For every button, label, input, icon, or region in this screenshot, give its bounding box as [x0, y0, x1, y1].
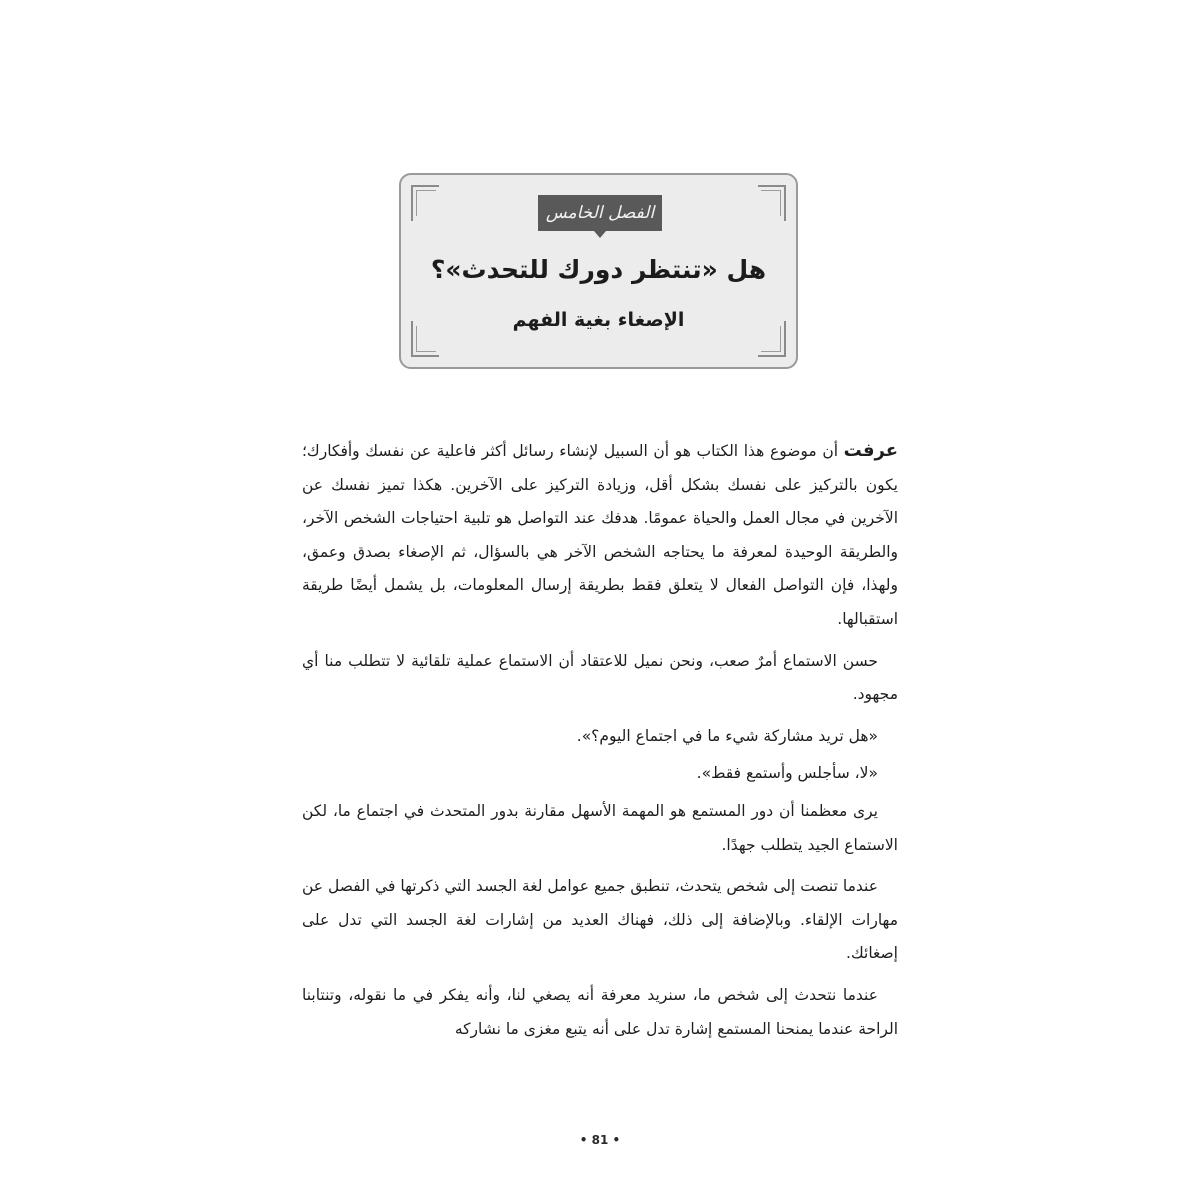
paragraph-2: حسن الاستماع أمرٌ صعب، ونحن نميل للاعتقاد أن الاستماع عملية تلقائية لا تتطلب منا أي مجهود. [302, 651, 898, 704]
chapter-number-label: الفصل الخامس [538, 195, 662, 231]
corner-ornament-top-right [758, 185, 786, 221]
paragraph-1 [302, 434, 898, 637]
chapter-heading-box [399, 173, 798, 369]
paragraph-3: يرى معظمنا أن دور المستمع هو المهمة الأسهل مقارنة بدور المتحدث في اجتماع ما، لكن الاستماع الجيد يتطلب جهدًا. [302, 801, 898, 854]
chapter-subtitle: الإصغاء بغية الفهم [512, 309, 685, 331]
dialogue-line-1: «هل تريد مشاركة شيء ما في اجتماع اليوم؟». [576, 726, 878, 745]
body-text [302, 434, 898, 1054]
page-number: • 81 • [579, 1133, 621, 1147]
paragraph-text: أن موضوع هذا الكتاب هو أن السبيل لإنشاء رسائل أكثر فاعلية عن نفسك وأفكارك؛ يكون بالتركيز على نفسك بشكل أقل، وزيادة التركيز على الآخرين. هكذا تميز نفسك عن الآخرين في مجال العمل والحياة عمومًا. هدفك عند التواصل هو تلبية احتياجات الشخص الآخر، والطريقة الوحيدة لمعرفة ما يحتاجه الشخص الآخر هي بالسؤال، ثم الإصغاء بصدق وعمق، ولهذا، فإن التواصل الفعال لا يتعلق فقط بطريقة إرسال المعلومات، بل يشمل أيضًا طريقة استقبالها. [302, 442, 898, 628]
chapter-title: هل «تنتظر دورك للتحدث»؟ [430, 255, 767, 284]
corner-ornament-top-left [411, 185, 439, 221]
lead-word: عرفت [843, 440, 898, 461]
dialogue-line-2: «لا، سأجلس وأستمع فقط». [696, 764, 878, 783]
paragraph-5: عندما نتحدث إلى شخص ما، سنريد معرفة أنه يصغي لنا، وأنه يفكر في ما نقوله، وتنتابنا الراحة عندما يمنحنا المستمع إشارة تدل على أنه يتبع مغزى ما نشاركه [302, 985, 898, 1038]
paragraph-4: عندما تنصت إلى شخص يتحدث، تنطبق جميع عوامل لغة الجسد التي ذكرتها في الفصل عن مهارات الإلقاء. وبالإضافة إلى ذلك، فهناك العديد من إشارات لغة الجسد التي تدل على إصغائك. [302, 877, 898, 963]
